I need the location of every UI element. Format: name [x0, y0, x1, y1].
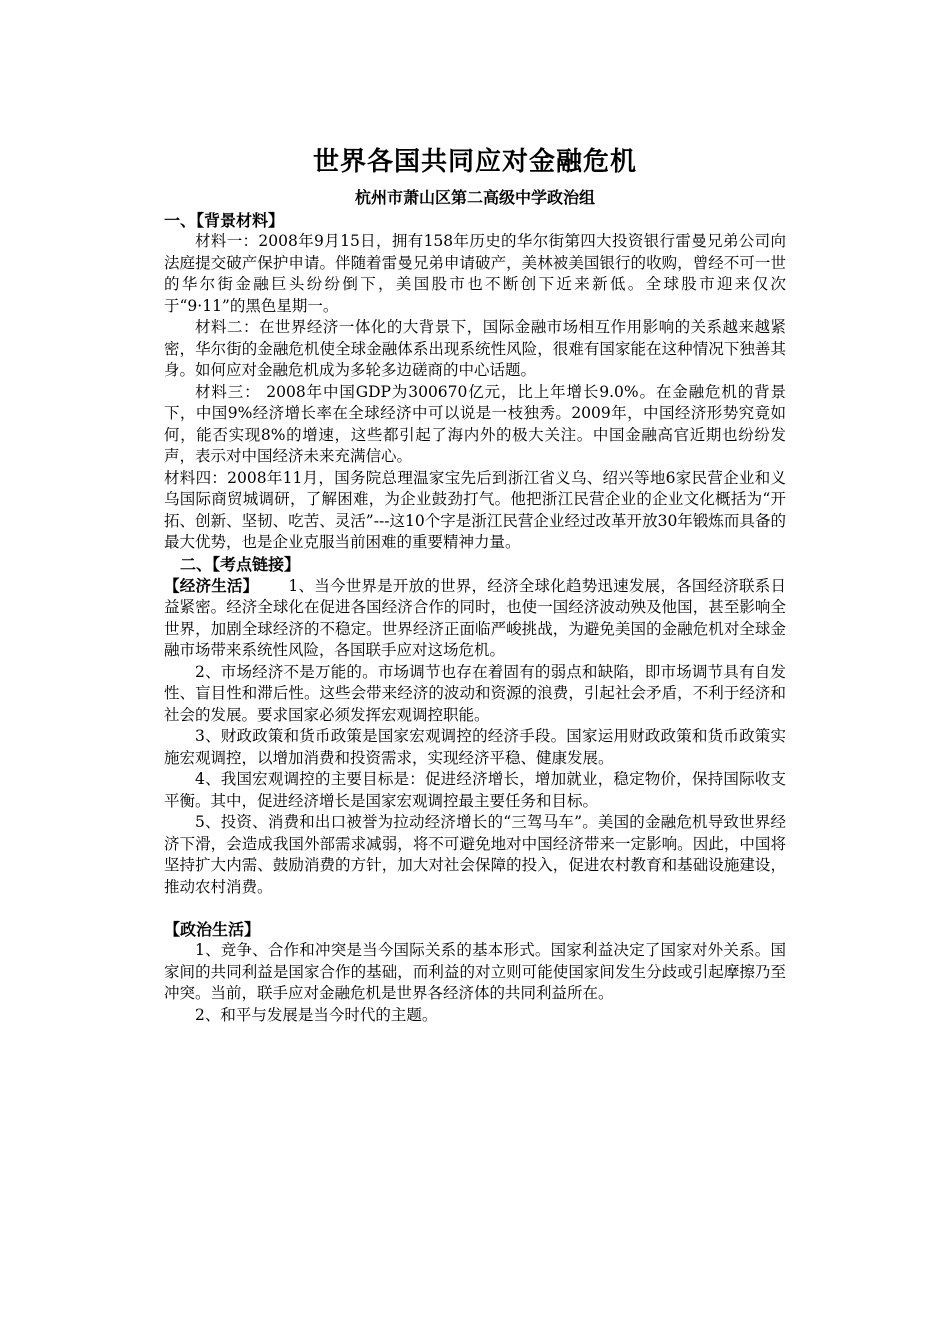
section-exam-points-heading: 二、【考点链接】 [180, 554, 301, 574]
economy-point-3: 3、财政政策和货币政策是国家宏观调控的经济手段。国家运用财政政策和货币政策实施宏观调控，以增加消费和投资需求，实现经济平稳、健康发展。 [164, 727, 786, 767]
politics-point-2: 2、和平与发展是当今时代的主题。 [195, 1005, 438, 1024]
economy-paragraph-1 [164, 575, 786, 662]
section-background-heading: 一、【背景材料】 [164, 211, 285, 230]
document-page [164, 142, 786, 1026]
economy-point-4: 4、我国宏观调控的主要目标是：促进经济增长，增加就业，稳定物价，保持国际收支平衡。其中，促进经济增长是国家宏观调控最主要任务和目标。 [164, 770, 786, 810]
economy-point-5: 5、投资、消费和出口被誉为拉动经济增长的“三驾马车”。美国的金融危机导致世界经济下滑，会造成我国外部需求减弱，将不可避免地对中国经济带来一定影响。因此，中国将坚持扩大内需、鼓励消费的方针，加大对社会保障的投入，促进农村教育和基础设施建设，推动农村消费。 [164, 813, 786, 896]
economy-label: 【经济生活】 [164, 575, 259, 595]
document-title: 世界各国共同应对金融危机 [312, 147, 637, 177]
economy-point-2: 2、市场经济不是万能的。市场调节也存在着固有的弱点和缺陷，即市场调节具有自发性、盲目性和滞后性。这些会带来经济的波动和资源的浪费，引起社会矛盾，不利于经济和社会的发展。要求国家必须发挥宏观调控职能。 [164, 662, 786, 724]
economy-point-1: 1、当今世界是开放的世界，经济全球化趋势迅速发展，各国经济联系日益紧密。经济全球化在促进各国经济合作的同时，也使一国经济波动殃及他国，甚至影响全世界，加剧全球经济的不稳定。世界经济正面临严峻挑战，为避免美国的金融危机对全球金融市场带来系统性风险，各国联手应对这场危机。 [164, 576, 786, 659]
material-2: 材料二：在世界经济一体化的大背景下，国际金融市场相互作用影响的关系越来越紧密，华尔街的金融危机使全球金融体系出现系统性风险，很难有国家能在这种情况下独善其身。如何应对金融危机成为多轮多边磋商的中心话题。 [164, 318, 786, 379]
politics-label: 【政治生活】 [164, 920, 261, 939]
material-4: 材料四：2008年11月，国务院总理温家宝先后到浙江省义乌、绍兴等地6家民营企业和义乌国际商贸城调研，了解困难，为企业鼓劲打气。他把浙江民营企业的企业文化概括为“开拓、创新、坚韧、吃苦、灵活”---这10个字是浙江民营企业经过改革开放30年锻炼而具备的最大优势，也是企业克服当前困难的重要精神力量。 [164, 468, 786, 551]
paragraph-gap [164, 898, 786, 919]
material-1: 材料一：2008年9月15日，拥有158年历史的华尔街第四大投资银行雷曼兄弟公司向法庭提交破产保护申请。伴随着雷曼兄弟申请破产，美林被美国银行的收购，曾经不可一世的华尔街金融巨头纷纷倒下，美国股市也不断创下近来新低。全球股市迎来仅次于“9·11”的黑色星期一。 [164, 232, 786, 315]
document-author: 杭州市萧山区第二高级中学政治组 [354, 188, 595, 207]
politics-point-1: 1、竞争、合作和冲突是当今国际关系的基本形式。国家利益决定了国家对外关系。国家间的共同利益是国家合作的基础，而利益的对立则可能使国家间发生分歧或引起摩擦乃至冲突。当前，联手应对金融危机是世界各经济体的共同利益所在。 [164, 941, 786, 1002]
material-3: 材料三： 2008年中国GDP为300670亿元，比上年增长9.0%。在金融危机的背景下，中国9%经济增长率在全球经济中可以说是一枝独秀。2009年，中国经济形势究竟如何，能否实现8%的增速，这些都引起了海内外的极大关注。中国金融高官近期也纷纷发声，表示对中国经济未来充满信心。 [164, 382, 786, 465]
